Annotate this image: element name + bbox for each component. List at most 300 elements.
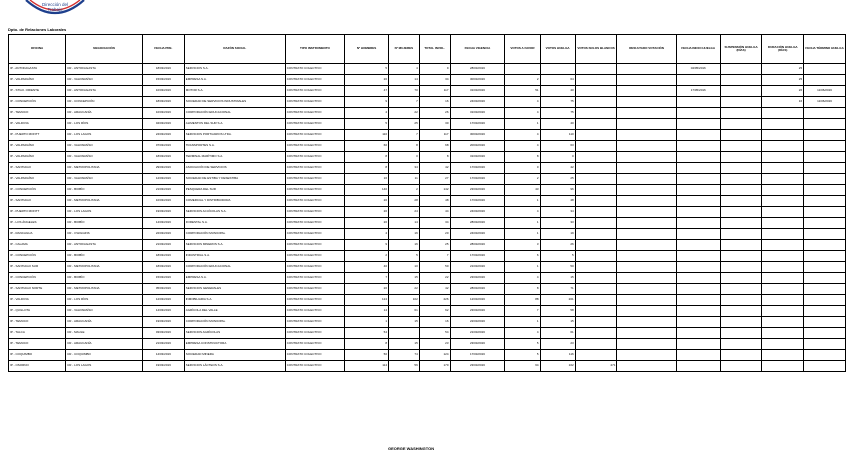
table-cell: CR - METROPOLITANA	[66, 163, 143, 174]
column-header: DURACIÓN HUELGA (DÍAS)	[762, 35, 804, 64]
table-cell: EMPRESA S.A.	[184, 75, 285, 86]
table-cell: 18/03/2016	[142, 251, 184, 262]
table-row	[9, 64, 846, 75]
table-cell: 5	[345, 64, 389, 75]
table-cell: 31/03/2016	[450, 86, 505, 97]
table-cell: CR - METROPOLITANA	[66, 262, 143, 273]
table-cell: IP - SANTIAGO	[9, 163, 66, 174]
table-cell: 5	[505, 339, 540, 350]
table-cell	[762, 119, 804, 130]
table-cell: 2	[505, 174, 540, 185]
table-cell: 15	[540, 273, 575, 284]
table-cell: 40	[345, 262, 389, 273]
table-cell: 43	[505, 185, 540, 196]
table-cell: 24/03/2016	[450, 97, 505, 108]
table-cell: IP - COQUIMBO	[9, 350, 66, 361]
table-cell	[804, 284, 846, 295]
table-cell: IP - CALAMA	[9, 240, 66, 251]
table-cell	[762, 196, 804, 207]
table-cell	[676, 273, 720, 284]
table-cell: CONTRATO COLECTIVO	[285, 196, 344, 207]
table-cell: 4	[505, 328, 540, 339]
table-cell: 17/03/2016	[450, 163, 505, 174]
table-cell	[617, 130, 676, 141]
table-cell: 50	[345, 350, 389, 361]
table-cell	[617, 97, 676, 108]
table-cell: 110	[345, 130, 389, 141]
table-cell: CR - METROPOLITANA	[66, 196, 143, 207]
table-cell: 8	[505, 152, 540, 163]
table-cell	[575, 152, 617, 163]
table-cell: INDUSTRIAL S.A.	[184, 251, 285, 262]
footer-text: GEORGE WASHINGTON	[388, 446, 435, 451]
table-cell	[720, 64, 762, 75]
table-cell: 48	[540, 196, 575, 207]
table-cell: CONTRATO COLECTIVO	[285, 262, 344, 273]
table-cell: 42	[540, 163, 575, 174]
table-cell: 47	[345, 86, 389, 97]
table-cell	[804, 185, 846, 196]
table-cell	[720, 185, 762, 196]
table-cell: 15	[389, 317, 420, 328]
table-cell: CR - ANTOFAGASTA	[66, 64, 143, 75]
column-header: TIPO INSTRUMENTO	[285, 35, 344, 64]
table-cell	[804, 141, 846, 152]
table-cell	[617, 196, 676, 207]
table-cell: 471	[575, 361, 617, 372]
table-cell	[720, 196, 762, 207]
table-cell: CONTRATO COLECTIVO	[285, 108, 344, 119]
table-cell: 23/03/2016	[450, 361, 505, 372]
table-cell	[720, 75, 762, 86]
table-cell: 20	[345, 75, 389, 86]
table-cell: 7	[345, 273, 389, 284]
table-cell	[575, 185, 617, 196]
table-cell: 61	[389, 306, 420, 317]
table-cell	[804, 306, 846, 317]
table-cell: 21/03/2016	[142, 185, 184, 196]
table-cell: 8	[345, 339, 389, 350]
table-cell	[575, 141, 617, 152]
table-cell: 70	[389, 86, 420, 97]
table-cell	[676, 284, 720, 295]
table-cell: IP - VALPARAÍSO	[9, 75, 66, 86]
table-row	[9, 284, 846, 295]
table-cell: 14	[389, 218, 420, 229]
table-row	[9, 152, 846, 163]
table-cell	[575, 64, 617, 75]
table-cell: IP - CONCEPCIÓN	[9, 273, 66, 284]
table-cell: CONTRATO COLECTIVO	[285, 284, 344, 295]
table-cell	[720, 207, 762, 218]
table-cell: 16	[419, 97, 450, 108]
column-header: FECHA TÉRMINO HUELGA	[804, 35, 846, 64]
table-cell	[676, 218, 720, 229]
table-cell	[676, 328, 720, 339]
table-cell	[720, 97, 762, 108]
table-cell: 17/03/2016	[450, 174, 505, 185]
table-cell: 140	[345, 185, 389, 196]
table-cell: CONTRATO COLECTIVO	[285, 97, 344, 108]
table-cell	[676, 108, 720, 119]
table-cell: IP - VALDIVIA	[9, 295, 66, 306]
table-cell: 1	[505, 262, 540, 273]
table-cell: 42	[419, 284, 450, 295]
table-cell	[617, 350, 676, 361]
table-cell: CR - BIOBÍO	[66, 251, 143, 262]
table-cell: 28/03/2016	[450, 64, 505, 75]
table-cell: CR - ARAUCANÍA	[66, 108, 143, 119]
table-cell	[575, 295, 617, 306]
table-cell	[617, 163, 676, 174]
table-cell	[762, 317, 804, 328]
table-cell	[804, 273, 846, 284]
table-row	[9, 317, 846, 328]
table-cell: 34	[540, 207, 575, 218]
table-cell: CORPORACIÓN EDUCACIONAL	[184, 108, 285, 119]
table-cell: 54	[345, 328, 389, 339]
column-header: SUSPENSIÓN HUELGA (DÍAS)	[720, 35, 762, 64]
table-cell: 11/06/2016	[804, 86, 846, 97]
table-cell: 16	[762, 97, 804, 108]
table-cell: 5	[345, 119, 389, 130]
table-cell	[676, 174, 720, 185]
table-cell	[617, 207, 676, 218]
column-header: RESULTADO VOTACIÓN	[617, 35, 676, 64]
table-cell: 114	[345, 361, 389, 372]
table-cell	[804, 339, 846, 350]
table-cell	[762, 306, 804, 317]
table-row	[9, 163, 846, 174]
table-cell	[676, 361, 720, 372]
table-cell: 6	[505, 251, 540, 262]
table-cell: 21/03/2016	[450, 262, 505, 273]
table-cell	[617, 75, 676, 86]
table-cell	[720, 108, 762, 119]
table-cell: EMPRESA CONSTRUCTORA	[184, 339, 285, 350]
table-cell: 4	[505, 207, 540, 218]
table-cell	[804, 361, 846, 372]
table-cell	[762, 229, 804, 240]
table-cell: 24/03/2016	[142, 130, 184, 141]
table-cell	[720, 350, 762, 361]
table-cell	[762, 361, 804, 372]
table-cell: 9	[345, 97, 389, 108]
table-cell: 26	[762, 86, 804, 97]
table-cell: 28	[389, 196, 420, 207]
table-cell	[804, 64, 846, 75]
table-cell: 17/03/2016	[450, 350, 505, 361]
table-cell: 60	[345, 141, 389, 152]
table-cell: IP - LOS ÁNGELES	[9, 218, 66, 229]
table-cell	[804, 328, 846, 339]
table-cell	[804, 163, 846, 174]
table-cell	[617, 328, 676, 339]
table-cell: 30/03/2016	[450, 130, 505, 141]
table-cell: ALIMENTOS DEL SUR S.A.	[184, 119, 285, 130]
table-cell	[804, 207, 846, 218]
table-cell: 04/03/2016	[142, 119, 184, 130]
table-cell: 21/03/2016	[142, 339, 184, 350]
table-cell: CONTRATO COLECTIVO	[285, 86, 344, 97]
table-cell	[804, 218, 846, 229]
table-cell	[575, 328, 617, 339]
table-cell	[575, 75, 617, 86]
table-cell	[676, 251, 720, 262]
table-cell: 11/06/2016	[804, 97, 846, 108]
table-cell	[720, 174, 762, 185]
table-cell	[575, 130, 617, 141]
table-cell	[575, 86, 617, 97]
table-cell	[804, 295, 846, 306]
table-cell: 21/03/2016	[142, 240, 184, 251]
table-cell: 30/03/2016	[450, 75, 505, 86]
table-cell: 22/03/2016	[450, 317, 505, 328]
table-cell: 96	[540, 185, 575, 196]
table-cell	[720, 339, 762, 350]
column-header: VOTOS NULOS BLANCOS	[575, 35, 617, 64]
table-cell: 50	[419, 262, 450, 273]
table-cell: CONTRATO COLECTIVO	[285, 119, 344, 130]
table-cell: 74	[389, 350, 420, 361]
table-cell: CONTRATO COLECTIVO	[285, 152, 344, 163]
table-cell: SOCIEDAD DE ESTIBA Y DESESTIBA	[184, 174, 285, 185]
table-cell: 56	[389, 361, 420, 372]
table-cell	[720, 163, 762, 174]
table-cell: 15	[389, 339, 420, 350]
table-cell	[804, 119, 846, 130]
logo-text-2: Trabajo	[47, 7, 63, 12]
table-cell: 20	[345, 207, 389, 218]
table-cell	[762, 350, 804, 361]
table-cell	[762, 207, 804, 218]
table-cell	[676, 185, 720, 196]
table-cell: CR - VALPARAÍSO	[66, 174, 143, 185]
table-cell	[617, 174, 676, 185]
table-cell: 19/03/2016	[142, 361, 184, 372]
table-cell: 26	[540, 240, 575, 251]
column-header: NEGOCIACIÓN	[66, 35, 143, 64]
table-cell: 04/05/2016	[676, 64, 720, 75]
table-cell	[720, 295, 762, 306]
table-cell	[676, 130, 720, 141]
table-cell	[762, 262, 804, 273]
table-cell	[617, 273, 676, 284]
table-cell: 8	[419, 152, 450, 163]
table-cell	[804, 196, 846, 207]
table-cell: 88	[505, 295, 540, 306]
table-cell: 28/03/2016	[450, 218, 505, 229]
table-cell	[617, 86, 676, 97]
table-cell: SOCIEDAD MINERA	[184, 350, 285, 361]
table-cell: 1	[505, 229, 540, 240]
table-cell: IP - PUERTO MONTT	[9, 130, 66, 141]
table-cell	[617, 361, 676, 372]
table-cell	[676, 207, 720, 218]
column-header: FECHA PRE.	[142, 35, 184, 64]
table-cell: 18/03/2016	[142, 152, 184, 163]
table-cell	[676, 350, 720, 361]
table-cell: CONTRATO COLECTIVO	[285, 163, 344, 174]
table-cell	[762, 141, 804, 152]
table-cell: 5	[505, 350, 540, 361]
table-cell: SERVICIOS PORTUARIOS LTDA.	[184, 130, 285, 141]
table-cell: 22	[389, 284, 420, 295]
table-cell	[676, 75, 720, 86]
table-cell: 9	[419, 64, 450, 75]
table-cell	[617, 251, 676, 262]
table-cell: 07/03/2016	[142, 141, 184, 152]
table-cell: CONTRATO COLECTIVO	[285, 350, 344, 361]
table-cell	[720, 218, 762, 229]
table-cell: 117	[419, 86, 450, 97]
table-cell: 22/03/2016	[142, 229, 184, 240]
table-cell: 11	[389, 174, 420, 185]
table-cell: 19/03/2016	[142, 207, 184, 218]
table-row	[9, 218, 846, 229]
table-cell	[575, 251, 617, 262]
table-cell: 23/03/2016	[450, 339, 505, 350]
table-cell	[720, 119, 762, 130]
table-cell	[762, 240, 804, 251]
table-cell: 31/03/2016	[450, 108, 505, 119]
table-row	[9, 350, 846, 361]
table-cell: IP - OSORNO	[9, 361, 66, 372]
table-cell: 62	[419, 306, 450, 317]
table-cell: 142	[419, 185, 450, 196]
table-cell: 25	[762, 75, 804, 86]
table-row	[9, 306, 846, 317]
table-cell: 102	[389, 295, 420, 306]
table-cell: 15	[389, 273, 420, 284]
table-cell	[804, 75, 846, 86]
table-cell: 110	[540, 130, 575, 141]
table-cell: IP - VALPARAÍSO	[9, 152, 66, 163]
table-cell: 124	[419, 350, 450, 361]
table-cell: 7	[505, 306, 540, 317]
column-header: Nº MUJERES	[389, 35, 420, 64]
column-header: VOTOS HUELGA	[540, 35, 575, 64]
table-cell: 116	[540, 350, 575, 361]
table-cell: CONTRATO COLECTIVO	[285, 141, 344, 152]
table-cell: TRANSPORTES S.A.	[184, 141, 285, 152]
table-cell: SERVICIOS MINEROS S.A.	[184, 240, 285, 251]
table-cell	[762, 174, 804, 185]
table-cell: 27	[419, 174, 450, 185]
table-cell	[762, 108, 804, 119]
table-cell: 75	[540, 108, 575, 119]
table-cell	[575, 207, 617, 218]
table-cell: 18/03/2016	[142, 64, 184, 75]
table-cell	[676, 306, 720, 317]
table-cell: IP - VALPARAÍSO	[9, 174, 66, 185]
table-cell	[575, 108, 617, 119]
table-cell: CONTRATO COLECTIVO	[285, 75, 344, 86]
table-cell: CORPORACIÓN MUNICIPAL	[184, 317, 285, 328]
table-cell	[720, 240, 762, 251]
column-header: OFICINA	[9, 35, 66, 64]
column-header: Nº HOMBRES	[345, 35, 389, 64]
table-cell	[762, 185, 804, 196]
table-cell: 18/03/2016	[142, 97, 184, 108]
table-cell: 0	[389, 152, 420, 163]
table-row	[9, 174, 846, 185]
table-cell: 17/03/2016	[450, 119, 505, 130]
table-cell	[804, 251, 846, 262]
table-cell: 8	[389, 141, 420, 152]
table-cell: 14/03/2016	[142, 218, 184, 229]
table-cell: 24	[389, 207, 420, 218]
table-cell	[676, 97, 720, 108]
table-cell: 10/03/2016	[142, 196, 184, 207]
table-cell	[720, 86, 762, 97]
table-cell: 03/03/2016	[142, 328, 184, 339]
table-cell	[617, 306, 676, 317]
column-header: VOTOS A FAVOR	[505, 35, 540, 64]
table-cell: 7	[389, 130, 420, 141]
table-row	[9, 196, 846, 207]
table-cell: 19	[540, 229, 575, 240]
table-cell	[540, 64, 575, 75]
table-cell: 2	[505, 75, 540, 86]
table-cell: IP - CONCEPCIÓN	[9, 97, 66, 108]
table-cell: CR - VALPARAÍSO	[66, 152, 143, 163]
table-cell: 201	[540, 295, 575, 306]
table-cell: 4	[505, 108, 540, 119]
table-cell: ASOCIACIÓN DE SERVICIOS	[184, 163, 285, 174]
table-cell	[676, 317, 720, 328]
table-cell	[575, 339, 617, 350]
table-cell: 28/03/2016	[450, 284, 505, 295]
table-cell	[617, 317, 676, 328]
table-cell	[676, 152, 720, 163]
table-cell: 34	[419, 75, 450, 86]
table-cell: IP - ANTOFAGASTA	[9, 64, 66, 75]
table-cell: 10/03/2016	[142, 108, 184, 119]
table-cell: 54	[419, 328, 450, 339]
table-cell	[804, 174, 846, 185]
table-cell: 50	[540, 262, 575, 273]
table-cell: 4	[345, 229, 389, 240]
table-cell: SERVICIOS GENERALES	[184, 284, 285, 295]
table-cell	[575, 196, 617, 207]
table-cell: CR - CONCEPCIÓN	[66, 97, 143, 108]
table-cell: 1	[505, 317, 540, 328]
table-row	[9, 207, 846, 218]
table-cell: 34	[419, 218, 450, 229]
table-cell: 42	[419, 163, 450, 174]
table-cell: 30	[419, 119, 450, 130]
table-cell: 1	[505, 218, 540, 229]
table-cell: 34	[389, 163, 420, 174]
table-cell: IP - TEMUCO	[9, 339, 66, 350]
table-cell: 20	[345, 196, 389, 207]
table-row	[9, 119, 846, 130]
table-cell: 124	[345, 295, 389, 306]
table-cell: CR - LOS RÍOS	[66, 119, 143, 130]
table-cell: CR - O'HIGGINS	[66, 229, 143, 240]
table-cell: 40	[540, 86, 575, 97]
table-cell: 64	[505, 361, 540, 372]
table-cell	[575, 306, 617, 317]
table-cell	[804, 262, 846, 273]
table-cell: 22	[419, 273, 450, 284]
table-cell: 14/03/2016	[142, 350, 184, 361]
table-cell: IP - SANTIAGO	[9, 196, 66, 207]
table-cell: IP - CONCEPCIÓN	[9, 185, 66, 196]
table-cell: IP - PUERTO MONTT	[9, 207, 66, 218]
table-cell: CORPORACIÓN EDUCACIONAL	[184, 262, 285, 273]
